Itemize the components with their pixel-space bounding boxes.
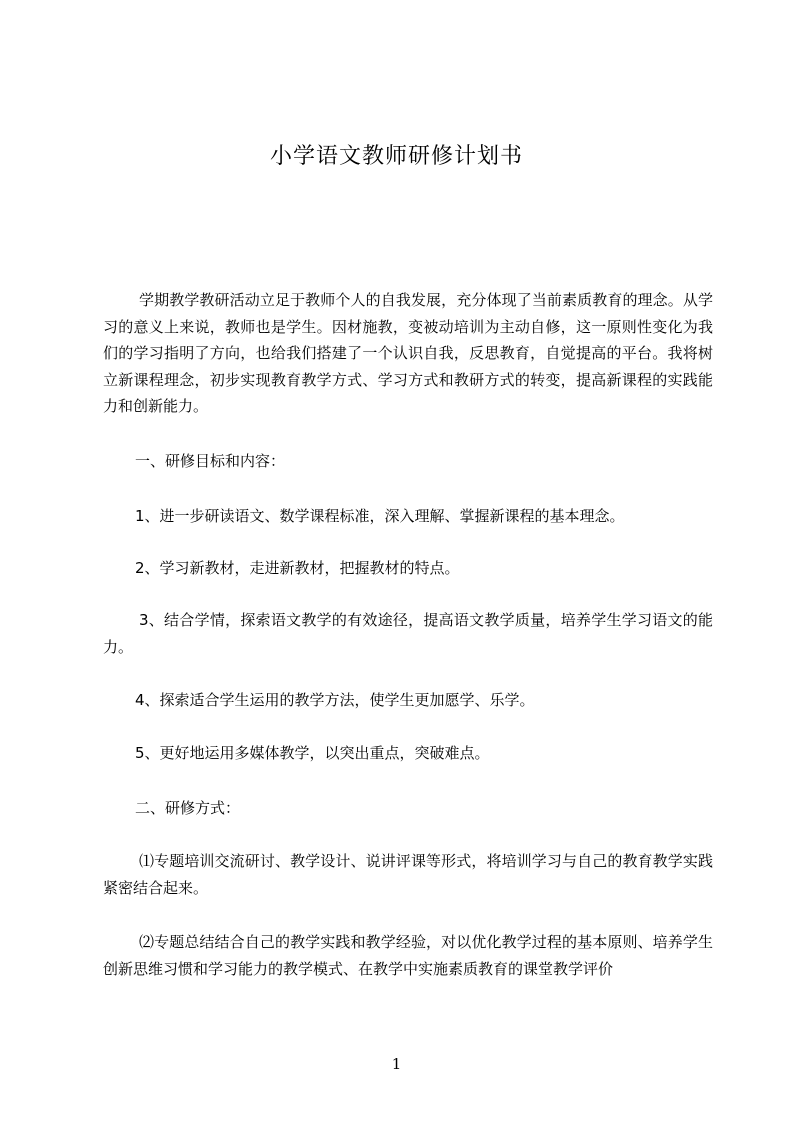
section-heading-methods: 二、研修方式： [135,799,241,817]
goal-item-2: 2、学习新教材，走进新教材，把握教材的特点。 [135,559,460,577]
intro-paragraph: 学期教学教研活动立足于教师个人的自我发展，充分体现了当前素质教育的理念。从学习的意义上来说，教师也是学生。因材施教，变被动培训为主动自修，这一原则性变化为我们的学习指明了方向，也给我们搭建了一个认识自我，反思教育，自觉提高的平台。我将树立新课程理念，初步实现教育教学方式、学习方式和教研方式的转变，提高新课程的实践能力和创新能力。 [103,291,713,415]
document-title: 小学语文教师研修计划书 [269,144,523,169]
goal-item-4: 4、探索适合学生运用的教学方法，使学生更加愿学、乐学。 [135,691,535,709]
section-heading-goals: 一、研修目标和内容： [135,452,286,470]
method-item-2: ⑵专题总结结合自己的教学实践和教学经验，对以优化教学过程的基本原则、培养学生创新思维习惯和学习能力的教学模式、在教学中实施素质教育的课堂教学评价 [103,933,713,978]
method-item-1: ⑴专题培训交流研讨、教学设计、说讲评课等形式，将培训学习与自己的教育教学实践紧密结合起来。 [103,852,713,897]
goal-item-3: 3、结合学情，探索语文教学的有效途径，提高语文教学质量，培养学生学习语文的能力。 [103,611,713,656]
page-number: 1 [391,1055,402,1073]
goal-item-1: 1、进一步研读语文、数学课程标准，深入理解、掌握新课程的基本理念。 [135,507,625,525]
goal-item-5: 5、更好地运用多媒体教学，以突出重点，突破难点。 [135,744,490,762]
